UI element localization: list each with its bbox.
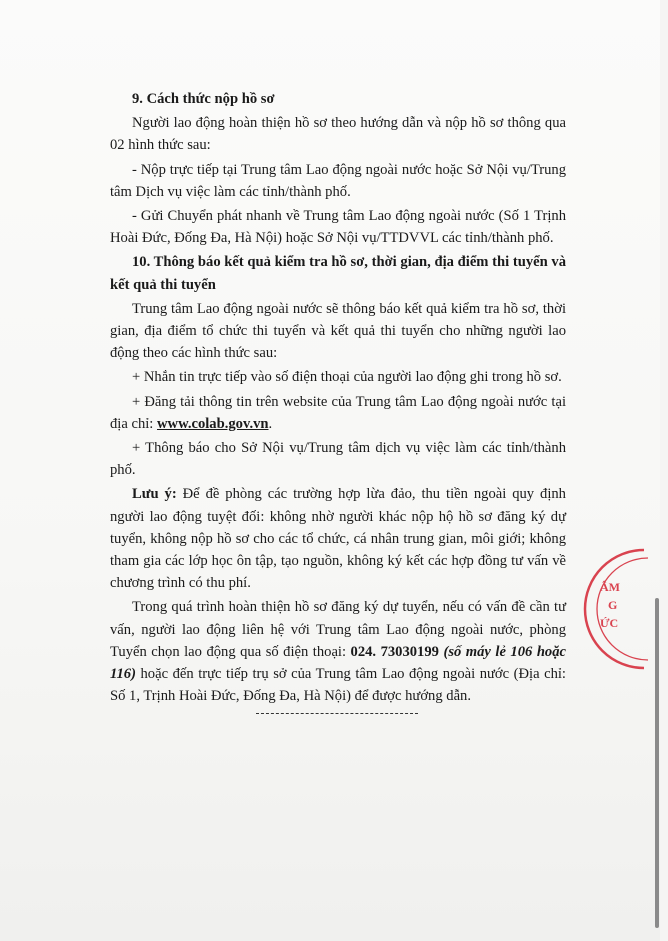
section-10-item-1: + Nhắn tin trực tiếp vào số điện thoại của người lao động ghi trong hồ sơ.	[132, 369, 562, 386]
contact-text-before: Trong quá trình hoàn thiện hồ sơ đăng ký dự tuyển, nếu có vấn đề cần tư vấn, người lao động liên hệ với Trung tâm Lao động ngoài nước, phòng Tuyển chọn lao động qua số điện thoại:	[110, 599, 566, 660]
end-divider	[256, 713, 418, 714]
scrollbar-thumb[interactable]	[655, 598, 659, 928]
section-10-heading: 10. Thông báo kết quả kiểm tra hồ sơ, thời gian, địa điểm thi tuyển và kết quả thi tuyển	[110, 254, 566, 293]
note-text: Để đề phòng các trường hợp lừa đảo, thu tiền ngoài quy định người lao động tuyệt đối: không nhờ người khác nộp hộ hồ sơ đăng ký dự tuyển, không nộp hồ sơ cho các tổ chức, cá nhân trung gian, môi giới; không tham gia các lớp học ôn tập, tạo nguồn, không ký kết các hợp đồng tư vấn về chương trình có thu phí.	[110, 486, 566, 592]
section-9-item-1: - Nộp trực tiếp tại Trung tâm Lao động ngoài nước hoặc Sở Nội vụ/Trung tâm Dịch vụ việc làm các tỉnh/thành phố.	[110, 161, 566, 200]
section-9-item-2: - Gửi Chuyển phát nhanh về Trung tâm Lao động ngoài nước (Số 1 Trịnh Hoài Đức, Đống Đa, Hà Nội) hoặc Sở Nội vụ/TTDVVL các tỉnh/thành phố.	[110, 208, 566, 247]
section-10-item-2	[110, 391, 566, 435]
section-10-item-2-text: + Đăng tải thông tin trên website của Trung tâm Lao động ngoài nước tại địa chỉ:	[110, 393, 566, 432]
document-body	[110, 88, 566, 714]
section-9-heading: 9. Cách thức nộp hồ sơ	[132, 91, 275, 107]
note-paragraph	[110, 483, 566, 594]
contact-phone: 024. 73030199	[350, 643, 439, 660]
colab-website-link[interactable]: www.colab.gov.vn	[157, 415, 269, 432]
section-10-intro: Trung tâm Lao động ngoài nước sẽ thông báo kết quả kiểm tra hồ sơ, thời gian, địa điểm tổ chức thi tuyển và kết quả thi tuyển cho những người lao động theo các hình thức sau:	[110, 300, 566, 362]
svg-text:ÂM: ÂM	[600, 580, 620, 594]
scrollbar-track[interactable]	[654, 0, 660, 941]
contact-extension: (số máy lẻ 106 hoặc 116)	[110, 643, 567, 683]
stamp-text: ÂM G ỨC	[278, 246, 283, 247]
svg-text:G: G	[608, 598, 618, 612]
section-10-item-3: + Thông báo cho Sở Nội vụ/Trung tâm dịch vụ việc làm các tỉnh/thành phố.	[110, 440, 566, 479]
section-10-item-2-suffix: .	[268, 415, 273, 432]
contact-text-after: hoặc đến trực tiếp trụ sở của Trung tâm Lao động ngoài nước (Địa chỉ: Số 1, Trịnh Hoài Đức, Đống Đa, Hà Nội) để được hướng dẫn.	[110, 666, 566, 705]
contact-paragraph	[110, 596, 566, 707]
section-9-intro: Người lao động hoàn thiện hồ sơ theo hướng dẫn và nộp hồ sơ thông qua 02 hình thức sau:	[110, 115, 566, 154]
note-label: Lưu ý:	[132, 486, 177, 503]
svg-text:ỨC: ỨC	[600, 616, 619, 630]
